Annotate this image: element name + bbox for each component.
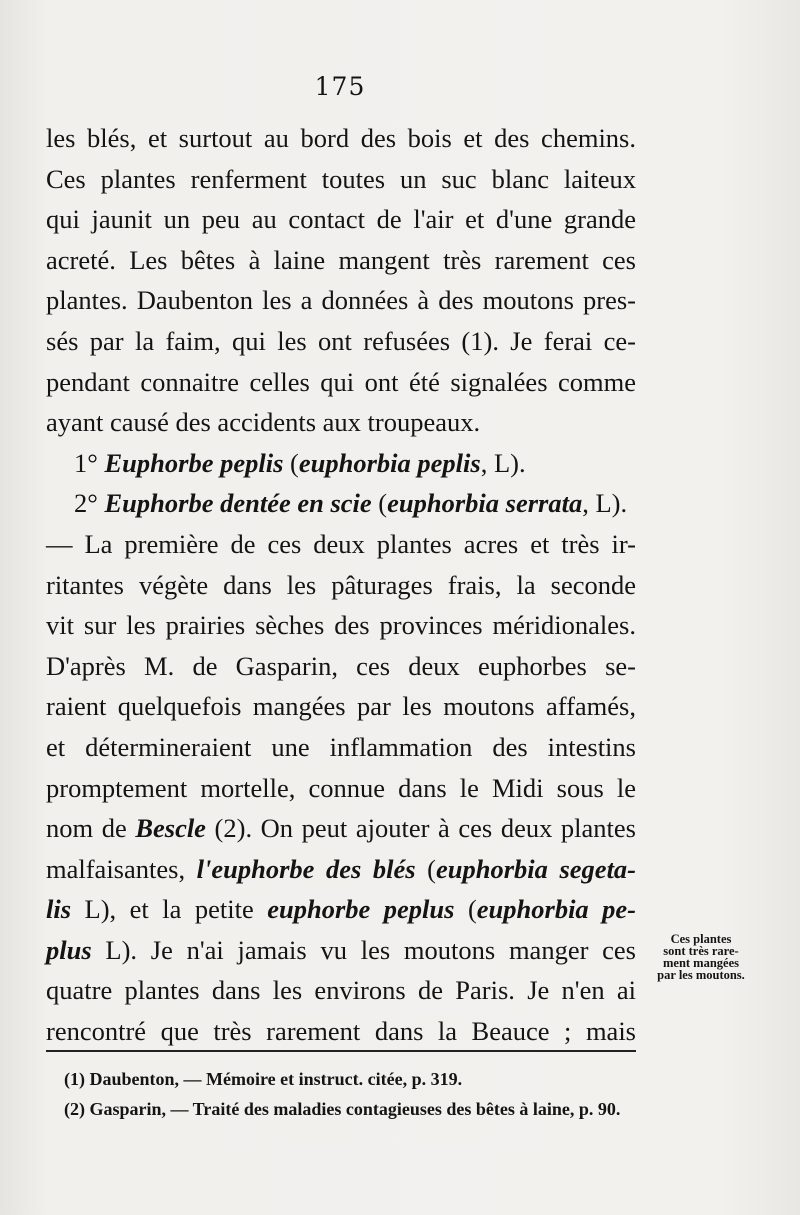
text-span: (2). On peut ajouter à ces deux plantes [205, 813, 636, 844]
text-line-plus [46, 930, 636, 971]
plant-name: l'euphorbe des blés [196, 853, 416, 884]
text-span: malfaisantes, [46, 853, 197, 884]
latin-name: euphorbia serrata [387, 488, 583, 519]
text-line: quatre plantes dans les environs de Paris. Je n'en ai [46, 975, 636, 1006]
latin-name: lis [46, 894, 72, 925]
text-line-bescle [46, 808, 636, 849]
page-number: 175 [314, 72, 366, 101]
item-tail: , L). [480, 447, 526, 478]
text-line: Ces plantes renferment toutes un suc blanc laiteux [46, 163, 636, 194]
paren: ( [454, 894, 477, 925]
margin-note-line: sont très rare- [663, 944, 739, 958]
paren: ( [283, 447, 299, 478]
footnote-divider [46, 1050, 636, 1052]
text-line-malfaisantes [46, 849, 636, 890]
text-span: L), et la petite [71, 894, 268, 925]
text-line: ritantes végète dans les pâturages frais, la seconde [46, 569, 636, 600]
latin-name: plus [46, 934, 92, 965]
plant-name: Euphorbe dentée en scie [104, 488, 372, 519]
plant-name: Euphorbe peplis [104, 447, 284, 478]
text-line: et détermineraient une inflammation des intestins [46, 731, 636, 762]
list-item-euphorbe-peplis [46, 443, 636, 484]
text-line: ayant causé des accidents aux troupeaux. [46, 407, 481, 438]
text-span: L). Je n'ai jamais vu les moutons manger ces [91, 934, 636, 965]
latin-name: euphorbia segeta- [436, 853, 637, 884]
text-line: raient quelquefois mangées par les moutons affamés, [46, 691, 636, 722]
text-line: sés par la faim, qui les ont refusées (1). Je ferai ce- [46, 325, 636, 356]
item-number: 2° [74, 488, 98, 519]
paren: ( [371, 488, 388, 519]
text-line: pendant connaitre celles qui ont été signalées comme [46, 366, 636, 397]
item-tail: , L). [582, 488, 628, 519]
footnote-2: (2) Gasparin, — Traité des maladies contagieuses des bêtes à laine, p. 90. [64, 1099, 621, 1119]
latin-name: euphorbia peplis [298, 447, 481, 478]
list-item-euphorbe-dentee [46, 483, 636, 524]
paren: ( [415, 853, 436, 884]
margin-note [640, 933, 762, 981]
item-number: 1° [74, 447, 98, 478]
text-line: qui jaunit un peu au contact de l'air et d'une grande [46, 204, 636, 235]
local-name: Bescle [135, 813, 206, 844]
text-line: plantes. Daubenton les a données à des moutons pres- [46, 285, 636, 316]
text-line-lis [46, 889, 636, 930]
text-line: rencontré que très rarement dans la Beauce ; mais [46, 1016, 636, 1047]
text-line: — La première de ces deux plantes acres et très ir- [46, 528, 636, 559]
margin-note-line: par les moutons. [657, 968, 745, 982]
body-text [46, 118, 636, 1052]
margin-note-line: Ces plantes [670, 932, 732, 946]
plant-name: euphorbe peplus [267, 894, 455, 925]
text-line: vit sur les prairies sèches des provinces méridionales. [46, 610, 636, 641]
footnotes [46, 1068, 638, 1120]
text-line: promptement mortelle, connue dans le Midi sous le [46, 772, 636, 803]
text-line: les blés, et surtout au bord des bois et des chemins. [46, 123, 636, 153]
footnote-1: (1) Daubenton, — Mémoire et instruct. citée, p. 319. [64, 1069, 463, 1089]
text-line: acreté. Les bêtes à laine mangent très rarement ces [46, 244, 636, 275]
text-span: nom de [46, 813, 136, 844]
text-line: D'après M. de Gasparin, ces deux euphorbes se- [46, 650, 636, 681]
latin-name: euphorbia pe- [476, 894, 636, 925]
margin-note-line: ment mangées [662, 956, 740, 970]
